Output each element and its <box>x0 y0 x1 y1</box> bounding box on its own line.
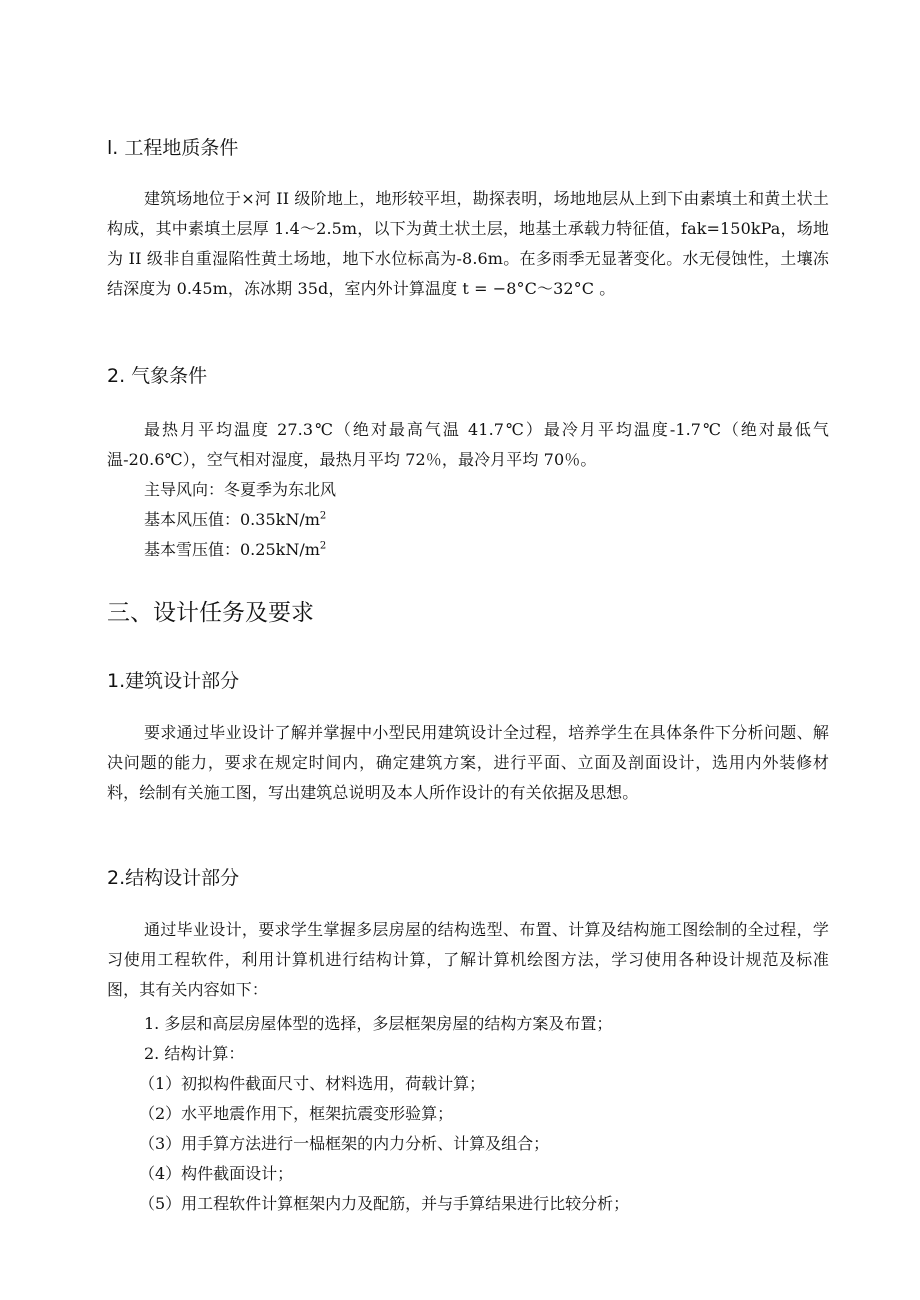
heading-weather: 2. 气象条件 <box>107 365 208 387</box>
paragraph-architecture: 要求通过毕业设计了解并掌握中小型民用建筑设计全过程，培养学生在具体条件下分析问题、解决问题的能力，要求在规定时间内，确定建筑方案，进行平面、立面及剖面设计，选用内外装修材料，绘制有关施工图，写出建筑总说明及本人所作设计的有关依据及思想。 <box>107 723 829 802</box>
heading-structure: 2.结构设计部分 <box>107 867 240 889</box>
list-item: 2. 结构计算： <box>144 1044 245 1063</box>
snow-pressure-exponent: 2 <box>319 540 327 552</box>
paragraph-weather: 最热月平均温度 27.3℃（绝对最高气温 41.7℃）最冷月平均温度-1.7℃（绝对最低气温-20.6℃），空气相对湿度，最热月平均 72％，最冷月平均 70％。 <box>107 420 829 469</box>
section-heading-design-tasks: 三、设计任务及要求 <box>107 600 314 626</box>
list-item: （3）用手算方法进行一榀框架的内力分析、计算及组合； <box>139 1134 550 1153</box>
paragraph-geology: 建筑场地位于×河 II 级阶地上，地形较平坦，勘探表明，场地地层从上到下由素填土和黄土状土构成，其中素填土层厚 1.4～2.5m，以下为黄土状土层，地基土承载力特征值，fak=150kPa，场地为 II 级非自重湿陷性黄土场地，地下水位标高为-8.6m。在多雨季无显著变化。水无侵蚀性，土壤冻结深度为 0.45m，冻冰期 35d，室内外计算温度 t = −8°C～32°C 。 <box>107 189 829 298</box>
wind-direction: 主导风向：冬夏季为东北风 <box>144 480 337 499</box>
list-item: （4）构件截面设计； <box>139 1164 294 1183</box>
list-item: 1. 多层和高层房屋体型的选择，多层框架房屋的结构方案及布置； <box>144 1014 613 1033</box>
list-item: （1）初拟构件截面尺寸、材料选用，荷载计算； <box>139 1074 486 1093</box>
heading-geology: l. 工程地质条件 <box>107 137 239 159</box>
heading-architecture: 1.建筑设计部分 <box>107 670 240 692</box>
wind-pressure-exponent: 2 <box>319 510 327 522</box>
list-item: （5）用工程软件计算框架内力及配筋，并与手算结果进行比较分析； <box>139 1194 630 1213</box>
wind-pressure <box>144 505 326 535</box>
wind-pressure-text: 基本风压值：0.35kN/m <box>144 510 320 529</box>
snow-pressure <box>144 535 326 565</box>
snow-pressure-text: 基本雪压值：0.25kN/m <box>144 540 320 559</box>
paragraph-structure: 通过毕业设计，要求学生掌握多层房屋的结构选型、布置、计算及结构施工图绘制的全过程，学习使用工程软件，利用计算机进行结构计算，了解计算机绘图方法，学习使用各种设计规范及标准图，其有关内容如下： <box>107 920 829 999</box>
list-item: （2）水平地震作用下，框架抗震变形验算； <box>139 1104 454 1123</box>
